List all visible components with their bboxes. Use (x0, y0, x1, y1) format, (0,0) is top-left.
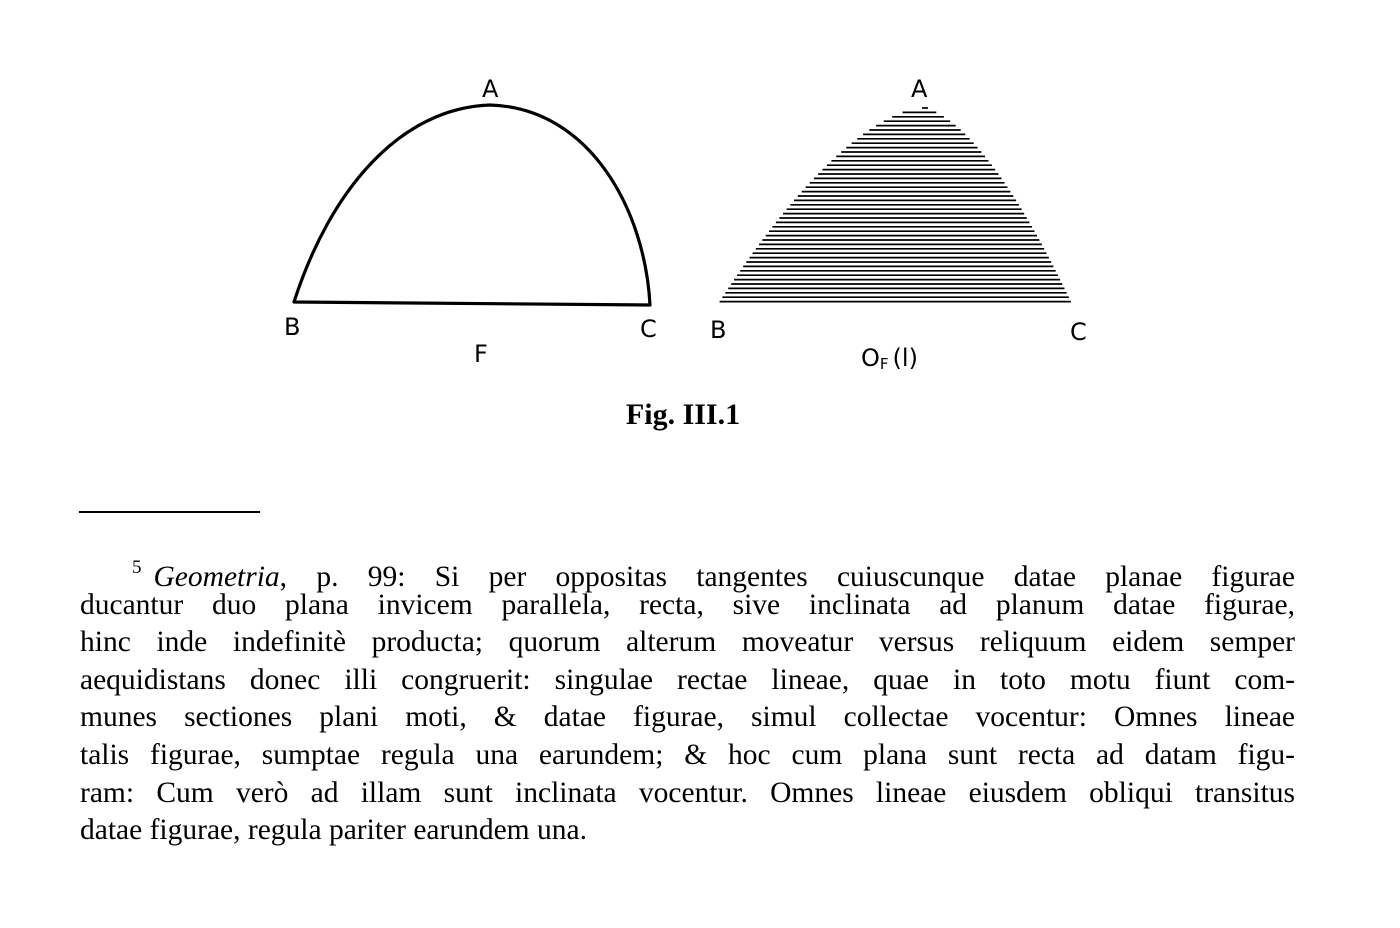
footnote-line: ducantur duo plana invicem parallela, recta, sive inclinata ad planum datae figurae, (80, 588, 1295, 621)
footnote-text: , p. 99: Si per oppositas tangentes cuiuscunque datae planae figurae (279, 561, 1295, 593)
footnote-line: aequidistans donec illi congruerit: singulae rectae lineae, quae in toto motu fiunt com- (80, 663, 1295, 696)
footnote-line: talis figurae, sumptae regula una earundem; & hoc cum plana sunt recta ad datam figu- (80, 738, 1295, 771)
footnote-line: hinc inde indefinitè producta; quorum alterum moveatur versus reliquum eidem semper (80, 626, 1295, 659)
figure-ofl-name: OF (l) (861, 344, 918, 373)
figure-caption: Fig. III.1 (625, 398, 741, 431)
figure-f-label-a: A (482, 75, 499, 103)
footnote-line: ram: Cum verò ad illam sunt inclinata vocentur. Omnes lineae eiusdem obliqui transitus (80, 776, 1295, 809)
footnote-line: munes sectiones plani moti, & datae figurae, simul collectae vocentur: Omnes lineae (80, 701, 1295, 734)
figure-ofl-label-a: A (911, 75, 928, 103)
footnote-line: datae figurae, regula pariter earundem una. (80, 814, 587, 847)
figure-iii-1 (0, 0, 1400, 400)
footnote-title: Geometria (153, 561, 280, 593)
footnote-separator (79, 511, 260, 513)
footnote-number: 5 (132, 557, 142, 578)
footnote-line (80, 549, 1295, 593)
figure-f-outline (294, 105, 650, 305)
figure-ofl-hatching (720, 108, 1071, 302)
figure-f-label-c: C (640, 315, 657, 343)
figure-f-label-b: B (284, 313, 301, 341)
figure-ofl-label-c: C (1070, 318, 1087, 346)
figure-ofl-label-b: B (710, 316, 727, 344)
figure-f-name: F (474, 340, 488, 368)
footnote (80, 549, 1295, 850)
